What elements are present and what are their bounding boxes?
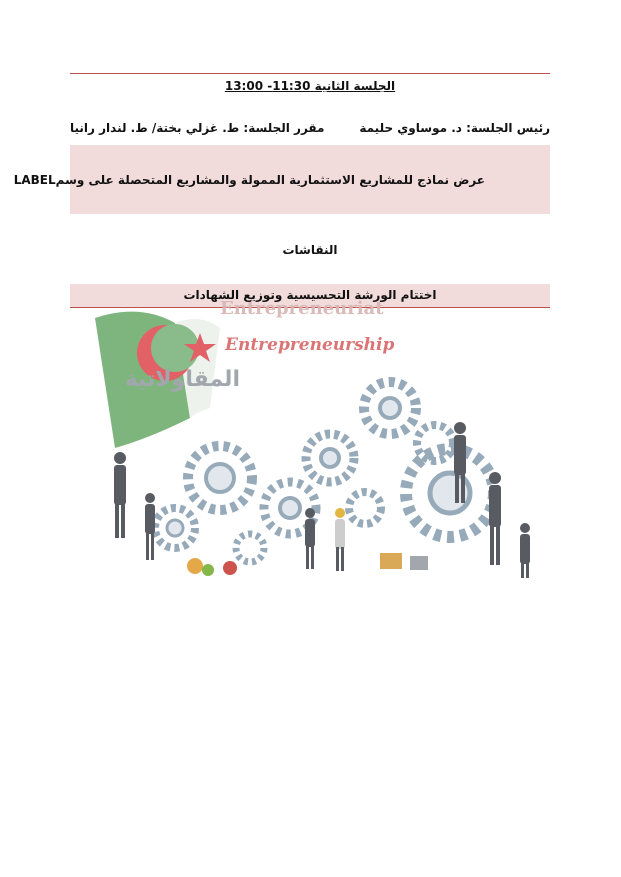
gear-icon xyxy=(236,534,264,562)
gear-icon xyxy=(417,425,453,461)
person-icon xyxy=(145,493,155,560)
watermark-en: Entrepreneurship xyxy=(225,335,395,355)
session-title: الجلسة الثانية 11:30- 13:00 xyxy=(224,79,396,93)
session-chair: رئيس الجلسة: د. موساوي حليمة xyxy=(359,121,550,135)
discussions-heading: النقاشات xyxy=(282,243,338,257)
person-icon xyxy=(305,508,315,569)
person-icon xyxy=(520,523,530,578)
person-icon xyxy=(335,508,345,571)
person-icon xyxy=(489,472,501,565)
person-icon xyxy=(114,452,126,538)
top-rule xyxy=(70,73,550,74)
session-rapporteur: مقرر الجلسة: ط. غزلي بختة/ ط. لندار رانيا xyxy=(70,121,325,135)
session-officers xyxy=(70,121,550,135)
watermark-ar: المقاولاتية xyxy=(124,367,240,392)
closing-text: اختتام الورشة التحسيسية وتوزيع الشهادات xyxy=(183,288,437,302)
presentation-text: عرض نماذج للمشاريع الاستثمارية الممولة والمشاريع المتحصلة على وسمLABEL xyxy=(13,173,485,187)
watermark-en-top: Entrepreneuriat xyxy=(220,298,384,319)
gear-icon xyxy=(349,492,381,524)
entrepreneurship-illustration xyxy=(80,298,550,580)
